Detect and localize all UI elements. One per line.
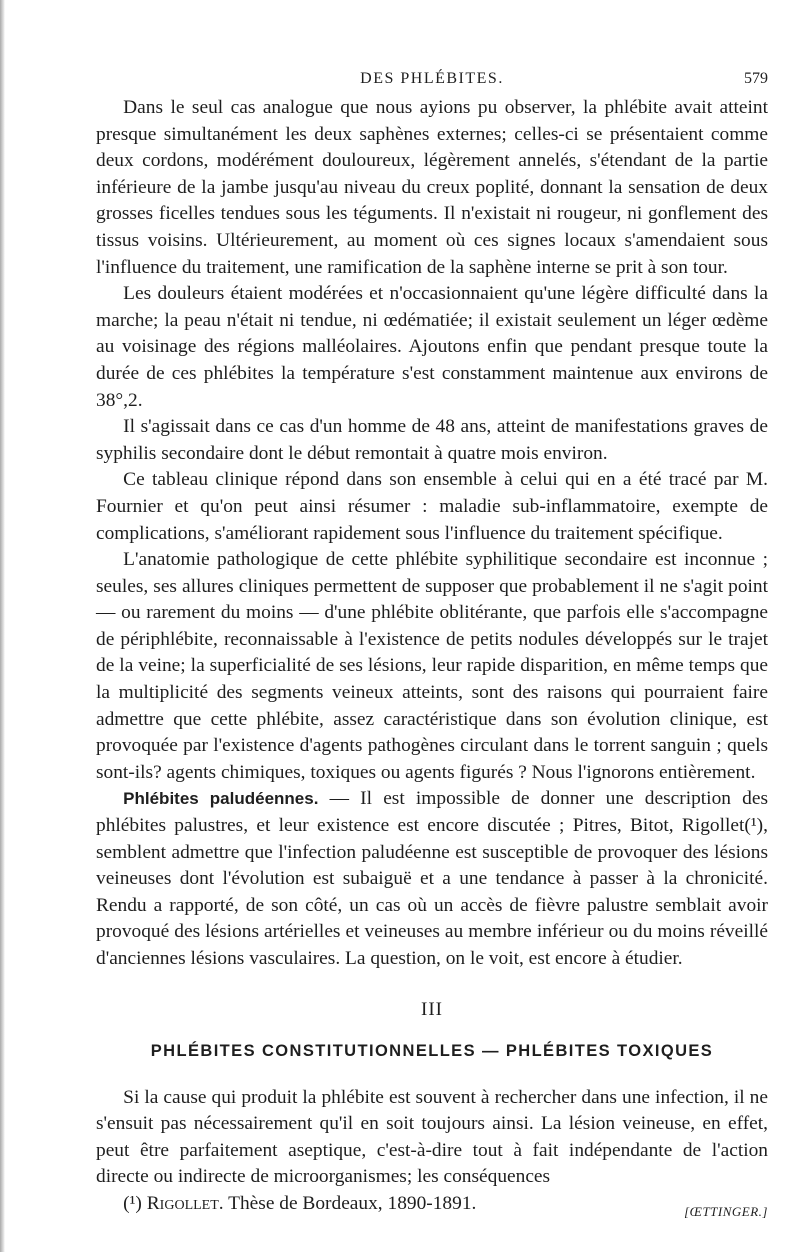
paragraph-malarial-phlebitis [96, 786, 768, 972]
footnote [96, 1191, 768, 1218]
run-in-heading: Phlébites paludéennes. [123, 789, 319, 809]
paragraph-text: , semblent admettre que l'infection paludéenne est susceptible de provoquer des lésions veineuses dont l'évolution est subaiguë et a une tendance à passer à la chronicité. Rendu a rapporté, de son côté, un cas où un accès de fièvre palustre semblait avoir provoqué des lésions artérielles et veineuses au membre inférieur ou du moins réveillé d'anciennes lésions vasculaires. La question, on le voit, est encore à étudier. [96, 815, 768, 969]
running-title: DES PHLÉBITES. [360, 70, 504, 87]
paragraph: Les douleurs étaient modérées et n'occasionnaient qu'une légère difficulté dans la marche; la peau n'était ni tendue, ni œdématiée; il existait seulement un léger œdème au voisinage des régions malléolaires. Ajoutons enfin que pendant presque toute la durée de ces phlébites la température s'est constamment maintenue aux environs de 38°,2. [96, 283, 768, 411]
paragraph: Si la cause qui produit la phlébite est souvent à rechercher dans une infection, il ne s'ensuit pas nécessairement qu'il en soit toujours ainsi. La lésion veineuse, en effet, peut être parfaitement aseptique, c'est-à-dire tout à fait indépendante de l'action directe ou indirecte de microorganismes; les conséquences [96, 1086, 768, 1188]
footnote-author: Rigollet [146, 1192, 219, 1214]
paragraph: Ce tableau clinique répond dans son ensemble à celui qui en a été tracé par M. Fournier et qu'on peut ainsi résumer : maladie sub-inflammatoire, exempte de complications, s'améliorant rapidement sous l'influence du traitement spécifique. [96, 469, 768, 544]
paragraph: Dans le seul cas analogue que nous ayions pu observer, la phlébite avait atteint presque simultanément les deux saphènes externes; celles-ci se présentaient comme deux cordons, modérément douloureux, légèrement annelés, s'étendant de la partie inférieure de la jambe jusqu'au niveau du creux poplité, donnant la sensation de deux grosses ficelles tendues sous les téguments. Il n'existait ni rougeur, ni gonflement des tissus voisins. Ultérieurement, au moment où ces signes locaux s'amendaient sous l'influence du traitement, une ramification de la saphène interne se prit à son tour. [96, 97, 768, 278]
page-edge-shadow [0, 0, 5, 1252]
section-number: III [421, 998, 443, 1020]
paragraph-text: — Il est impossible de donner une description des phlébites palustres, et leur existence est encore discutée ; Pitres, Bitot, Rigollet [96, 788, 768, 837]
body-text [96, 95, 768, 1218]
page-number: 579 [744, 70, 768, 87]
footnote-text: . Thèse de Bordeaux, 1890-1891. [218, 1192, 477, 1214]
printer-signature: [ŒTTINGER.] [684, 1204, 768, 1219]
paragraph: L'anatomie pathologique de cette phlébite syphilitique secondaire est inconnue ; seules, ses allures cliniques permettent de supposer que probablement il ne s'agit point — ou rarement du moins — d'une phlébite oblitérante, que parfois elle s'accompagne de périphlébite, reconnaissable à l'existence de petits nodules développés sur le trajet de la veine; la superficialité de ses lésions, leur rapide disparition, en même temps que la multiplicité des segments veineux atteints, sont des raisons qui pourraient faire admettre que cette phlébite, assez caractéristique dans son évolution clinique, est provoquée par l'existence d'agents pathogènes circulant dans le torrent sanguin ; quels sont-ils? agents chimiques, toxiques ou agents figurés ? Nous l'ignorons entièrement. [96, 549, 768, 783]
section-title: PHLÉBITES CONSTITUTIONNELLES — PHLÉBITES TOXIQUES [150, 1041, 714, 1060]
page-header [96, 0, 768, 95]
book-page [96, 0, 768, 1218]
paragraph: Il s'agissait dans ce cas d'un homme de 48 ans, atteint de manifestations graves de syphilis secondaire dont le début remontait à quatre mois environ. [96, 416, 768, 464]
footnote-reference: (¹) [744, 815, 764, 837]
footnote-mark: (¹) [123, 1192, 142, 1214]
